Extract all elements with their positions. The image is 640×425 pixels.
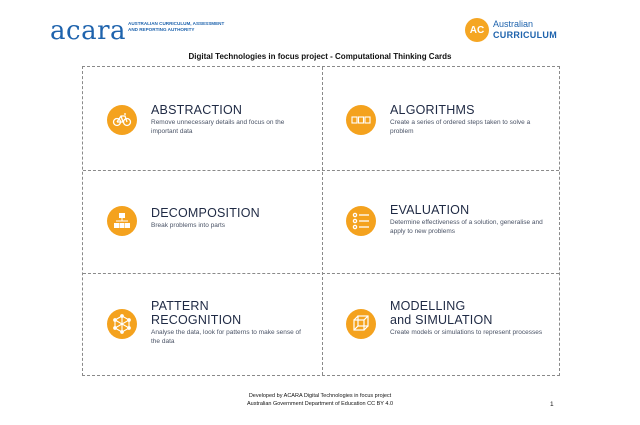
hierarchy-blocks-icon	[107, 206, 137, 236]
card-decomposition	[83, 170, 322, 273]
card-modelling-simulation	[322, 273, 561, 376]
card-title: MODELLING and SIMULATION	[390, 299, 493, 327]
card-description: Break problems into parts	[151, 222, 226, 229]
footer	[0, 392, 640, 408]
card-algorithms	[322, 67, 561, 170]
footer-line2: Australian Government Department of Education CC BY 4.0	[246, 401, 394, 407]
card-evaluation	[322, 170, 561, 273]
ac-logo-line2: CURRICULUM	[493, 30, 557, 40]
australian-curriculum-logo	[465, 18, 575, 44]
ac-badge-icon: AC	[465, 18, 489, 42]
card-description: Create models or simulations to represent processes	[390, 329, 543, 336]
cube-icon	[346, 309, 376, 339]
network-pattern-icon	[107, 309, 137, 339]
card-abstraction	[83, 67, 322, 170]
card-description: Create a series of ordered steps taken to solve a problem	[390, 119, 531, 135]
card-title: ABSTRACTION	[151, 103, 243, 117]
card-pattern-recognition	[83, 273, 322, 376]
page-number: 1	[550, 401, 554, 408]
sequence-steps-icon	[346, 105, 376, 135]
document-title: Digital Technologies in focus project - Computational Thinking Cards	[188, 52, 452, 61]
footer-line1: Developed by ACARA Digital Technologies in focus project	[248, 393, 392, 399]
bicycle-icon	[107, 105, 137, 135]
cards-grid	[82, 66, 560, 376]
ac-logo-text	[493, 19, 557, 41]
card-description: Determine effectiveness of a solution, generalise and apply to new problems	[390, 219, 543, 235]
card-title: ALGORITHMS	[390, 103, 475, 117]
card-title: EVALUATION	[390, 203, 470, 217]
acara-subtitle: AUSTRALIAN CURRICULUM, ASSESSMENT AND REPORTING AUTHORITY	[128, 21, 225, 32]
card-title: PATTERN RECOGNITION	[151, 299, 242, 327]
checklist-icon	[346, 206, 376, 236]
acara-wordmark: acara	[50, 16, 126, 46]
card-description: Remove unnecessary details and focus on the important data	[151, 119, 285, 135]
ac-logo-line1: Australian	[493, 19, 534, 29]
card-title: DECOMPOSITION	[151, 206, 260, 220]
card-description: Analyse the data, look for patterns to make sense of the data	[151, 329, 301, 345]
